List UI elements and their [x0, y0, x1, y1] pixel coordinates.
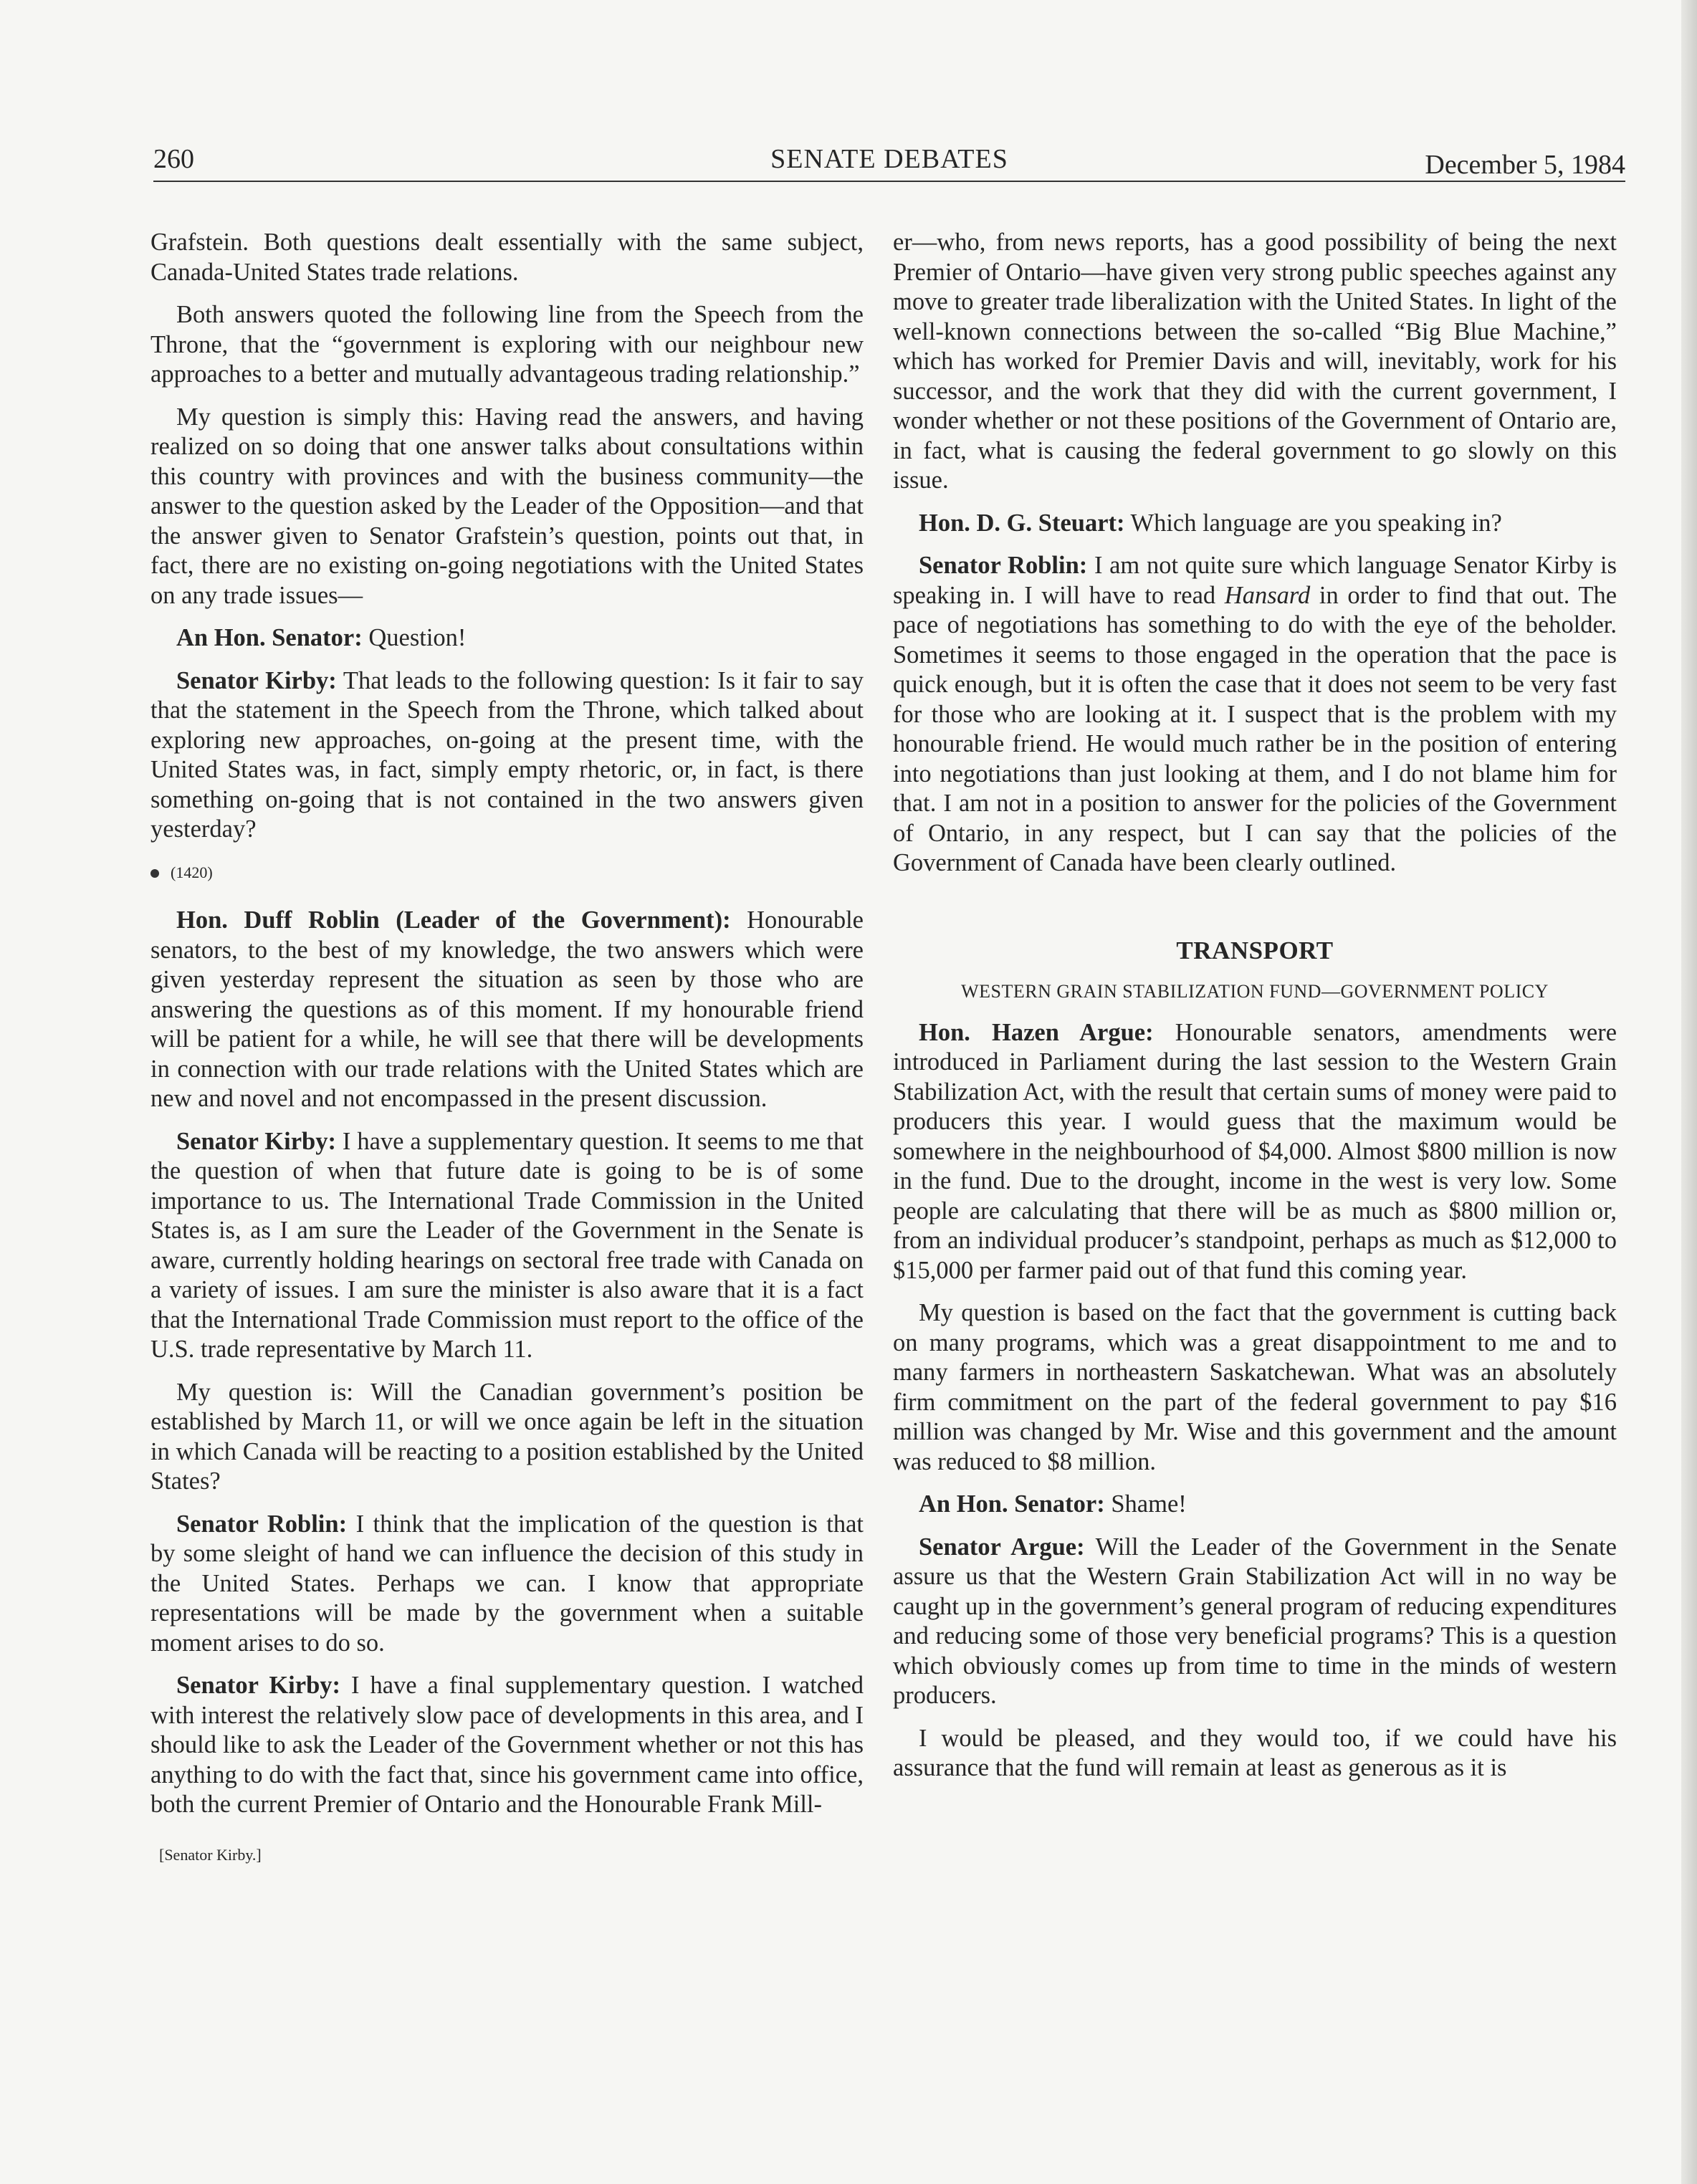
- left-column: [150, 228, 864, 1869]
- paragraph: [150, 1510, 864, 1659]
- bullet-icon: [150, 869, 159, 878]
- paragraph: [893, 509, 1617, 539]
- paragraph: [150, 906, 864, 1114]
- speech-text: Shame!: [1111, 1490, 1187, 1518]
- paragraph: [893, 551, 1617, 878]
- speech-text: Honourable senators, to the best of my knowledge, the two answers which were given yesterday represent the situation as seen by those who are answering the questions as of this moment. If my honourable friend will be patient for a while, he will see that there will be developments in connection with our trade relations with the United States which are new and novel and not encompassed in the present discussion.: [150, 906, 864, 1112]
- footnote: [Senator Kirby.]: [159, 1845, 262, 1864]
- paragraph: My question is simply this: Having read the answers, and having realized on so doing that one answer talks about consultations within this country with provinces and with the business community—the answer to the question asked by the Leader of the Opposition—and that the answer given to Senator Grafstein’s question, points out that, in fact, there are no existing on-going negotiations with the United States on any trade issues—: [150, 403, 864, 609]
- paragraph: My question is based on the fact that the government is cutting back on many programs, which was a great disappointment to me and to many farmers in northeastern Saskatchewan. What was an absolutely firm commitment on the part of the federal government to pay $16 million was changed by Mr. Wise and this government and the amount was reduced to $8 million.: [893, 1299, 1617, 1475]
- speech-text: I am not quite sure which language Senator Kirby is speaking in. I will have to read: [893, 552, 1617, 609]
- page-date: December 5, 1984: [1425, 150, 1625, 180]
- speech-text: Which language are you speaking in?: [1130, 509, 1502, 537]
- speaker-name: An Hon. Senator:: [919, 1490, 1105, 1518]
- speech-text: Honourable senators, amendments were introduced in Parliament during the last session to the Western Grain Stabilization Act, with the result that certain sums of money were paid to producers this year. I would guess that the maximum would be somewhere in the neighbourhood of $4,000. Almost $800 million is now in the fund. Due to the drought, income in the west is very low. Some people are calculating that there will be as much as $800 million or, from an individual producer’s standpoint, perhaps as much as $12,000 to $15,000 per farmer paid out of that fund this coming year.: [893, 1018, 1617, 1284]
- page-header: [153, 143, 1625, 181]
- speaker-name: Senator Argue:: [919, 1533, 1085, 1561]
- paragraph: [893, 1490, 1617, 1520]
- speech-text: I have a final supplementary question. I watched with interest the relatively slow pace of developments in this area, and I should like to ask the Leader of the Government whether or not this has anything to do with the fact that, since his government came into office, both the current Premier of Ontario and the Honourable Frank Mill-: [150, 1672, 864, 1818]
- page-number: 260: [153, 144, 194, 174]
- speech-text: I have a supplementary question. It seems to me that the question of when that future date is going to be is of some importance to us. The International Trade Commission in the United States is, as I am sure the Leader of the Government in the Senate is aware, currently holding hearings on sectoral free trade with Canada on a variety of issues. I am sure the minister is also aware that it is a fact that the International Trade Commission must report to the office of the U.S. trade representative by March 11.: [150, 1127, 864, 1363]
- speaker-name: Senator Kirby:: [176, 1127, 336, 1155]
- speaker-name: Senator Kirby:: [176, 666, 337, 694]
- speaker-name: Senator Roblin:: [176, 1510, 348, 1538]
- paragraph: My question is: Will the Canadian government’s position be established by March 11, or will we once again be left in the situation in which Canada will be reacting to a position established by the United States?: [150, 1378, 864, 1495]
- speaker-name: Hon. Duff Roblin (Leader of the Government):: [176, 906, 731, 934]
- paragraph: [893, 1533, 1617, 1711]
- speaker-name: Senator Kirby:: [176, 1672, 340, 1699]
- speech-text: Question!: [368, 624, 467, 651]
- paragraph: Both answers quoted the following line from the Speech from the Throne, that the “government is exploring with our neighbour new approaches to a better and mutually advantageous trading relationship.”: [150, 301, 864, 388]
- header-rule: [153, 181, 1625, 182]
- paragraph: I would be pleased, and they would too, if we could have his assurance that the fund will remain at least as generous as it is: [893, 1724, 1617, 1781]
- timestamp-marker: [150, 858, 864, 888]
- timestamp: (1420): [171, 863, 213, 881]
- section-heading: TRANSPORT: [1176, 936, 1334, 964]
- page-edge-shadow: [1681, 0, 1697, 2184]
- paragraph: er—who, from news reports, has a good possibility of being the next Premier of Ontario—have given very strong public speeches against any move to greater trade liberalization with the United States. In light of the well-known connections between the so-called “Big Blue Machine,” which has worked for Premier Davis and will, inevitably, work for his successor, and the work that they did with the current government, I wonder whether or not these positions of the Government of Ontario are, in fact, what is causing the federal government to go slowly on this issue.: [893, 229, 1617, 494]
- paragraph: [150, 1671, 864, 1820]
- paragraph: Grafstein. Both questions dealt essentially with the same subject, Canada-United States trade relations.: [150, 229, 864, 286]
- publication-title: SENATE DEBATES: [770, 144, 1008, 174]
- right-column: [893, 228, 1617, 1796]
- speech-text: That leads to the following question: Is it fair to say that the statement in the Speech from the Throne, which talked about exploring new approaches, on-going at the present time, with the United States was, in fact, simply empty rhetoric, or, in fact, is there something on-going that is not contained in the two answers given yesterday?: [150, 666, 864, 843]
- speaker-name: Senator Roblin:: [919, 552, 1088, 579]
- speaker-name: Hon. Hazen Argue:: [919, 1018, 1154, 1046]
- subsection-heading: WESTERN GRAIN STABILIZATION FUND—GOVERNMENT POLICY: [961, 981, 1549, 1002]
- speaker-name: An Hon. Senator:: [176, 624, 363, 651]
- speaker-name: Hon. D. G. Steuart:: [919, 509, 1125, 537]
- speech-text: I think that the implication of the question is that by some sleight of hand we can influence the decision of this study in the United States. Perhaps we can. I know that appropriate representations will be made by the government when a suitable moment arises to do so.: [150, 1510, 864, 1657]
- italic-title: Hansard: [1224, 581, 1311, 609]
- paragraph: [150, 623, 864, 653]
- paragraph: [150, 1127, 864, 1365]
- speech-text: in order to find that out. The pace of negotiations has something to do with the eye of the beholder. Sometimes it seems to those engaged in the operation that the pace is quick enough, but it is often the case that it does not seem to be very fast for those who are looking at it. I suspect that is the problem with my honourable friend. He would much rather be in the position of entering into negotiations than just looking at them, and I do not blame him for that. I am not in a position to answer for the policies of the Government of Ontario, in any respect, but I can say that the policies of the Government of Canada have been clearly outlined.: [893, 581, 1617, 876]
- speech-text: Will the Leader of the Government in the Senate assure us that the Western Grain Stabilization Act will in no way be caught up in the government’s general program of reducing expenditures and reducing some of those very beneficial programs? This is a question which obviously comes up from time to time in the minds of western producers.: [893, 1533, 1617, 1709]
- paragraph: [150, 666, 864, 845]
- paragraph: [893, 1018, 1617, 1286]
